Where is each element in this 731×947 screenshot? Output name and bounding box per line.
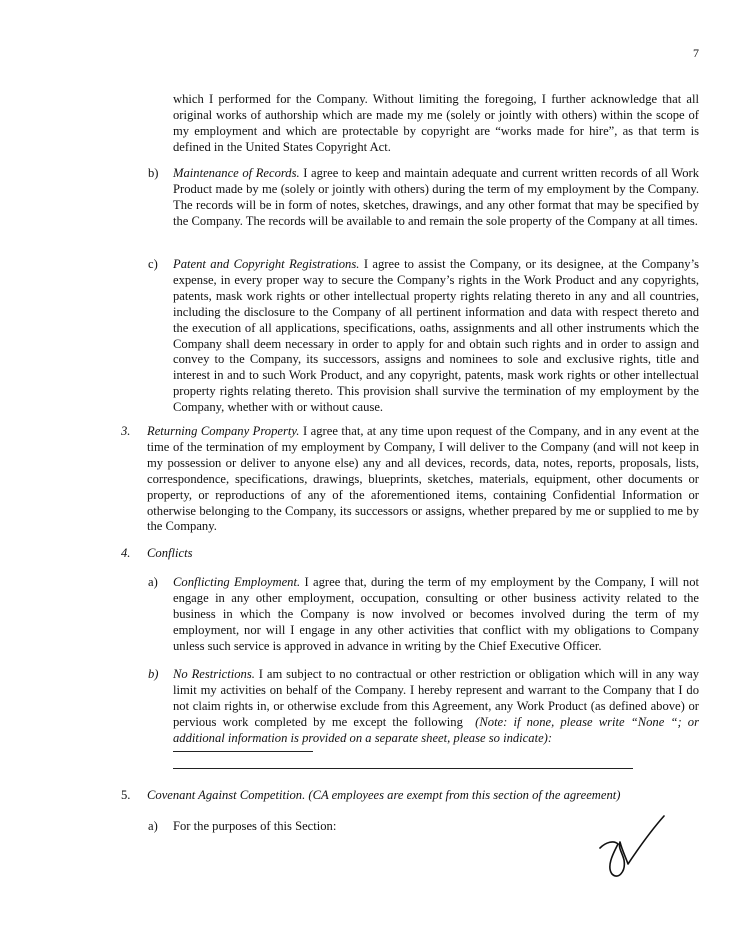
- item-a-purposes-label: a): [148, 819, 158, 833]
- conflicting-employment-text: I agree that, during the term of my employment by the Company, I will not engage in any other employment, occupation, consulting or other business activity related to the business in which the Company is now involved or becomes involved during the term of my employment, nor will I engage in any other activities that conflict with my obligations to Company unless such service is approved in advance in writing by the Chief Executive Officer.: [173, 575, 700, 653]
- purposes-text: For the purposes of this Section:: [173, 819, 337, 833]
- conflicts-heading: Conflicts: [147, 546, 193, 560]
- fill-in-line-2[interactable]: [173, 768, 633, 769]
- no-restrictions-title: No Restrictions.: [173, 667, 255, 681]
- section-5-number: 5.: [121, 788, 131, 802]
- maintenance-of-records-paragraph: [173, 166, 699, 230]
- continuation-paragraph: which I performed for the Company. Without limiting the foregoing, I further acknowledge that all original works of authorship which are made my me (solely or jointly with others) within the scope of my employment and which are protectable by copyright are “works made for hire”, as that term is defined in the United States Copyright Act.: [173, 92, 699, 154]
- patent-registrations-paragraph: [173, 257, 699, 416]
- no-restrictions-text: I am subject to no contractual or other restriction or obligation which will in any way limit my activities on behalf of the Company. I hereby represent and warrant to the Company that I do not claim rights in, or otherwise exclude from this Agreement, any Work Product (as defined above) or pervious work completed by me except the following: [173, 667, 699, 729]
- item-b-label: b): [148, 166, 159, 180]
- item-a-label: a): [148, 575, 158, 589]
- item-b-restrictions-label: b): [148, 667, 159, 681]
- returning-property-paragraph: [147, 424, 699, 535]
- patent-registrations-text: I agree to assist the Company, or its designee, at the Company’s expense, in every proper way to secure the Company’s rights in the Work Product and any copyrights, patents, mask work rights or other intellectual property rights relating thereto in any and all countries, including the disclosure to the Company of all pertinent information and data with respect thereto and the execution of all applications, specifications, oaths, assignments and all other instruments which the Company shall deem necessary in order to apply for and obtain such rights and in order to assign and convey to the Company, its successors, assigns and nominees to sole and exclusive rights, title and interest in and to such Work Product, and any copyright, patents, mask work rights or other intellectual property rights relating thereto. This provision shall survive the termination of my employment by the Company, whether with or without cause.: [173, 257, 699, 415]
- no-restrictions-note: (Note: if none, please write “None “; or additional information is provided on a separate sheet, please so indicate):: [173, 714, 699, 745]
- returning-property-text: I agree that, at any time upon request of the Company, and in any event at the time of the termination of my employment by Company, I will deliver to the Company (and will not keep in my possession or deliver to anyone else) any and all devices, records, data, notes, reports, proposals, lists, correspondence, specifications, drawings, blueprints, sketches, materials, equipment, other documents or property, or reproductions of any of the aforementioned items, containing Confidential Information or otherwise belonging to the Company, its successors or assigns, whether prepared by me or supplied to me by the Company.: [147, 424, 699, 534]
- handwritten-initials: [592, 808, 672, 884]
- covenant-heading: Covenant Against Competition. (CA employees are exempt from this section of the agreement): [147, 788, 621, 802]
- maintenance-of-records-text: I agree to keep and maintain adequate and current written records of all Work Product made by me (solely or jointly with others) during the term of my employment by the Company. The records will be in form of notes, sketches, drawings, and any other format that may be specified by the Company. The records will be available to and remain the sole property of the Company at all times.: [173, 166, 699, 228]
- section-4-number: 4.: [121, 546, 131, 560]
- returning-property-title: Returning Company Property.: [147, 424, 300, 438]
- conflicting-employment-paragraph: [173, 575, 699, 655]
- no-restrictions-paragraph: [173, 667, 699, 747]
- patent-registrations-title: Patent and Copyright Registrations.: [173, 257, 360, 271]
- maintenance-of-records-title: Maintenance of Records.: [173, 166, 300, 180]
- section-3-number: 3.: [121, 424, 131, 438]
- page-number: 7: [693, 46, 699, 60]
- item-c-label: c): [148, 257, 158, 271]
- conflicting-employment-title: Conflicting Employment.: [173, 575, 301, 589]
- fill-in-line-1[interactable]: [173, 751, 313, 752]
